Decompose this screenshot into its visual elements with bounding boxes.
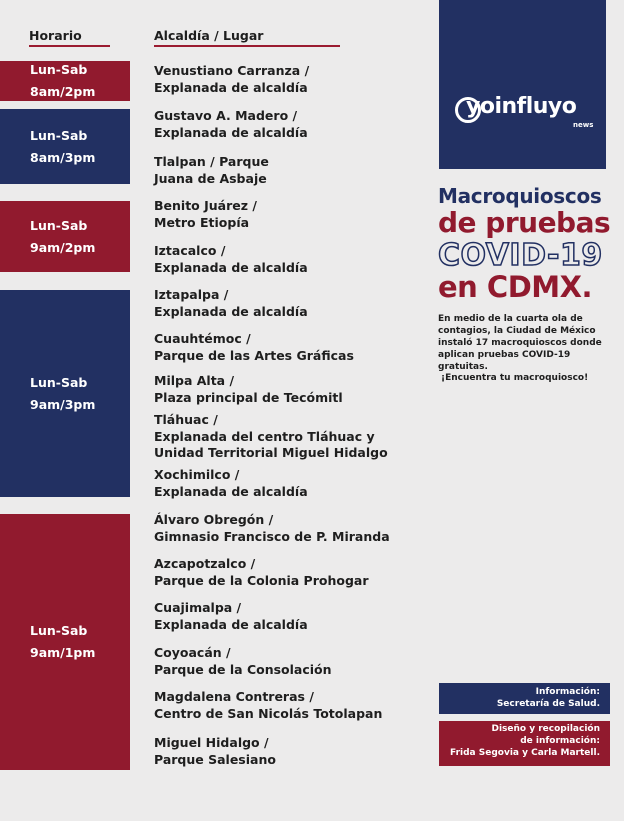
location-item xyxy=(154,331,354,364)
location-alcaldia: Iztapalpa / xyxy=(154,287,229,302)
title-line-1: Macroquioscos xyxy=(438,184,602,208)
lugar-header: Alcaldía / Lugar xyxy=(154,28,264,43)
intro-text: En medio de la cuarta ola de contagios, la Ciudad de México instaló 17 macroquioscos donde aplican pruebas COVID-19 gratuitas. xyxy=(438,314,602,372)
schedule-block-8am-2pm xyxy=(0,61,130,101)
location-item xyxy=(154,373,343,406)
location-place: Parque de las Artes Gráficas xyxy=(154,347,354,363)
location-alcaldia: Venustiano Carranza / xyxy=(154,63,310,78)
location-item xyxy=(154,600,308,633)
credits-names: Frida Segovia y Carla Martell. xyxy=(450,748,600,758)
credits-box xyxy=(439,721,610,766)
source-label: Información: xyxy=(535,687,600,697)
schedule-hours: 9am/3pm xyxy=(30,396,96,412)
schedule-block-9am-2pm xyxy=(0,201,130,272)
location-item xyxy=(154,198,257,231)
title-line-2: de pruebas xyxy=(438,206,611,239)
location-alcaldia: Tlalpan / Parque xyxy=(154,154,269,169)
location-place: Explanada de alcaldía xyxy=(154,79,308,95)
location-alcaldia: Álvaro Obregón / xyxy=(154,512,274,527)
location-item xyxy=(154,154,269,187)
location-alcaldia: Cuauhtémoc / xyxy=(154,331,251,346)
location-alcaldia: Coyoacán / xyxy=(154,645,231,660)
location-place: Explanada de alcaldía xyxy=(154,483,308,499)
brand-logo-panel xyxy=(439,0,606,169)
schedule-hours: 9am/2pm xyxy=(30,239,96,255)
schedule-block-9am-1pm xyxy=(0,514,130,770)
location-place: Parque de la Colonia Prohogar xyxy=(154,572,369,588)
source-info-box xyxy=(439,683,610,714)
schedule-days: Lun-Sab xyxy=(30,374,88,390)
location-item xyxy=(154,63,309,96)
location-item xyxy=(154,243,308,276)
location-place: Explanada de alcaldía xyxy=(154,259,308,275)
schedule-days: Lun-Sab xyxy=(30,127,88,143)
schedule-hours: 8am/3pm xyxy=(30,149,96,165)
location-place: Explanada de alcaldía xyxy=(154,616,308,632)
location-item xyxy=(154,735,276,768)
location-alcaldia: Magdalena Contreras / xyxy=(154,689,314,704)
location-item xyxy=(154,287,308,320)
horario-underline xyxy=(29,45,110,47)
location-alcaldia: Cuajimalpa / xyxy=(154,600,242,615)
location-alcaldia: Milpa Alta / xyxy=(154,373,235,388)
title-line-4: en CDMX. xyxy=(438,270,592,304)
location-item xyxy=(154,645,332,678)
schedule-days: Lun-Sab xyxy=(30,62,88,77)
horario-header: Horario xyxy=(29,28,82,43)
location-alcaldia: Benito Juárez / xyxy=(154,198,257,213)
location-item xyxy=(154,412,388,462)
brand-name: yoinfluyo xyxy=(466,94,577,119)
schedule-hours: 9am/1pm xyxy=(30,645,96,660)
location-place: Parque Salesiano xyxy=(154,751,276,767)
location-place: Plaza principal de Tecómitl xyxy=(154,389,343,405)
schedule-hours: 8am/2pm xyxy=(30,84,96,99)
location-alcaldia: Azcapotzalco / xyxy=(154,556,256,571)
brand-sub: news xyxy=(573,121,594,129)
location-alcaldia: Tláhuac / xyxy=(154,412,218,427)
location-item xyxy=(154,108,308,141)
location-place: Metro Etiopía xyxy=(154,214,250,230)
schedule-days: Lun-Sab xyxy=(30,623,88,638)
location-item xyxy=(154,512,390,545)
location-alcaldia: Miguel Hidalgo / xyxy=(154,735,269,750)
location-alcaldia: Gustavo A. Madero / xyxy=(154,108,298,123)
location-place: Gimnasio Francisco de P. Miranda xyxy=(154,528,390,544)
credits-label-2: de información: xyxy=(520,736,600,746)
intro-cta: ¡Encuentra tu macroquiosco! xyxy=(441,373,589,383)
location-place: Unidad Territorial Miguel Hidalgo xyxy=(154,445,388,460)
location-item xyxy=(154,689,382,722)
location-alcaldia: Iztacalco / xyxy=(154,243,226,258)
location-place: Parque de la Consolación xyxy=(154,661,332,677)
location-place: Explanada del centro Tláhuac y xyxy=(154,428,375,444)
schedule-block-8am-3pm xyxy=(0,109,130,184)
location-item xyxy=(154,556,369,589)
schedule-block-9am-3pm xyxy=(0,290,130,497)
location-place: Juana de Asbaje xyxy=(154,170,267,186)
location-place: Explanada de alcaldía xyxy=(154,303,308,319)
source-value: Secretaría de Salud. xyxy=(496,699,600,709)
schedule-days: Lun-Sab xyxy=(30,217,88,233)
credits-label-1: Diseño y recopilación xyxy=(491,724,600,734)
location-place: Explanada de alcaldía xyxy=(154,124,308,140)
title-line-3: COVID-19 xyxy=(438,238,603,273)
location-place: Centro de San Nicolás Totolapan xyxy=(154,705,383,721)
location-alcaldia: Xochimilco / xyxy=(154,467,240,482)
location-item xyxy=(154,467,308,500)
lugar-underline xyxy=(154,45,340,47)
